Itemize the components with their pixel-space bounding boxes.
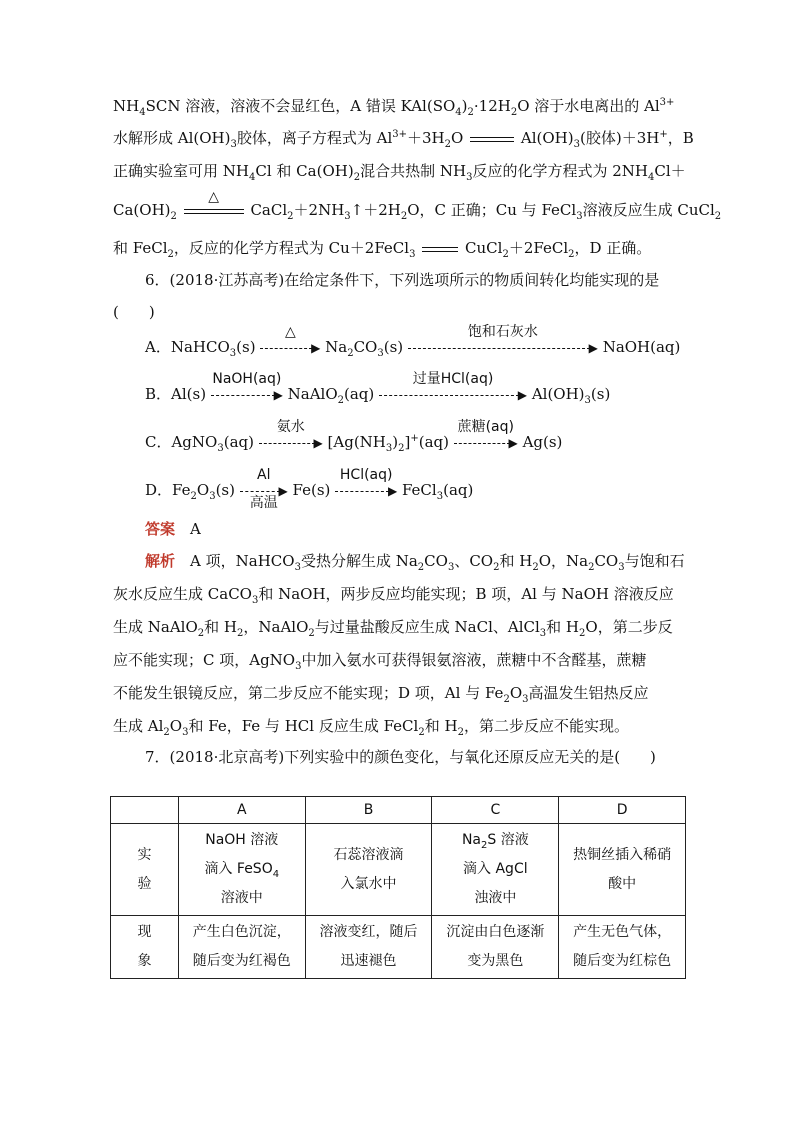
reaction-arrow: 氨水 ▶ [259, 433, 323, 453]
equal-sign [420, 239, 460, 259]
option-a: A．NaHCO$_3$(s) △ ▶ $Na_2CO_3(s)$ 饱和石灰水 ▶ NaOH(aq) [145, 324, 681, 359]
text-line: 正确实验室可用 $NH_4Cl$ 和 $Ca(OH)_2$混合共热制 $NH_3$反应的化学方程式为 $2NH_4Cl+$ [113, 162, 686, 183]
answer-line [145, 519, 201, 539]
text-line: $Ca(OH)_2$ △ $CaCl_2+2NH_3↑+2H_2O$，C 正确；Cu 与 FeCl$_3$溶液反应生成 CuCl$_2$ [113, 189, 722, 222]
row-label: 实 验 [111, 824, 179, 916]
analysis-line: 灰水反应生成 CaCO$_3$和 NaOH，两步反应均能实现；B 项，Al 与 NaOH 溶液反应 [113, 585, 674, 606]
analysis-line: 应不能实现；C 项，AgNO$_3$中加入氨水可获得银氨溶液，蔗糖中不含醛基，蔗糖 [113, 651, 647, 672]
table-row [111, 916, 686, 979]
experiment-table [110, 796, 686, 979]
table-cell: NaOH 溶液 滴入 FeSO$_4$ 溶液中 [178, 824, 305, 916]
reaction-arrow: NaOH(aq) ▶ [212, 371, 283, 402]
table-header: B [305, 797, 432, 824]
equilibrium-arrow [468, 129, 516, 149]
table-header [111, 797, 179, 824]
text-line: $NH_4SCN$ 溶液，溶液不会显红色，A 错误 $KAl(SO_4)_2\cdot 12H_2O$ 溶于水电离出的 $Al^{3+}$ [113, 97, 675, 118]
answer-label: 答案 [145, 520, 176, 538]
answer-paren: ( ) [113, 303, 155, 321]
reaction-arrow: HCl(aq) ▶ [335, 481, 397, 501]
reaction-arrow: 蔗糖(aq) ▶ [454, 433, 518, 453]
reaction-arrow: Al ▶ 高温 [240, 481, 288, 501]
reaction-arrow: 过量HCl(aq) ▶ [379, 385, 527, 405]
option-b: B．Al(s) NaOH(aq) ▶ NaAlO$_2$(aq) 过量HCl(aq) ▶ $Al(OH)_3(s)$ [145, 371, 611, 406]
table-header: A [178, 797, 305, 824]
analysis-line: 解析 A 项，NaHCO$_3$受热分解生成 $Na_2CO_3$、$CO_2$和 $H_2O$，$Na_2CO_3$与饱和石 [145, 552, 685, 573]
option-d: D．$Fe_2O_3(s)$ Al ▶ 高温 Fe(s) HCl(aq) ▶ FeCl$_3$(aq) [145, 467, 474, 511]
option-c: C．AgNO$_3$(aq) 氨水 ▶ $[Ag(NH_3)_2]^+(aq)$ 蔗糖(aq) ▶ Ag(s) [145, 419, 563, 454]
table-cell: $Na_2S$ 溶液 滴入 AgCl 浊液中 [432, 824, 559, 916]
answer-value: A [190, 520, 201, 538]
table-cell: 热铜丝插入稀硝 酸中 [559, 824, 686, 916]
table-cell: 产生白色沉淀， 随后变为红褐色 [178, 916, 305, 979]
heating-condition-sign: △ [182, 201, 246, 221]
table-cell: 沉淀由白色逐渐 变为黑色 [432, 916, 559, 979]
analysis-label: 解析 [145, 552, 176, 570]
analysis-line: 生成 NaAlO$_2$和 $H_2$，NaAlO$_2$与过量盐酸反应生成 NaCl、AlCl$_3$和 $H_2O$，第二步反 [113, 618, 673, 639]
question-6-stem: 6．(2018·江苏高考)在给定条件下，下列选项所示的物质间转化均能实现的是 [145, 271, 660, 289]
table-row [111, 824, 686, 916]
analysis-line: 生成 $Al_2O_3$和 Fe，Fe 与 HCl 反应生成 FeCl$_2$和 $H_2$，第二步反应不能实现。 [113, 717, 629, 738]
text-line: 和 FeCl$_2$，反应的化学方程式为 Cu＋2FeCl$_3$ CuCl$_2$＋2FeCl$_2$，D 正确。 [113, 239, 652, 260]
question-7-stem: 7．(2018·北京高考)下列实验中的颜色变化，与氧化还原反应无关的是( ) [145, 748, 656, 766]
reaction-arrow: 饱和石灰水 ▶ [408, 338, 598, 358]
table-header-row [111, 797, 686, 824]
table-header: C [432, 797, 559, 824]
table-header: D [559, 797, 686, 824]
row-label: 现 象 [111, 916, 179, 979]
reaction-arrow: △ ▶ [260, 338, 320, 358]
table-cell: 石蕊溶液滴 入氯水中 [305, 824, 432, 916]
table-cell: 产生无色气体， 随后变为红棕色 [559, 916, 686, 979]
text-line: 水解形成 $Al(OH)_3$胶体，离子方程式为 $Al^{3+}+3H_2O$ $Al(OH)_3$(胶体)＋3H+，B [113, 129, 694, 150]
analysis-line: 不能发生银镜反应，第二步反应不能实现；D 项，Al 与 $Fe_2O_3$高温发生铝热反应 [113, 684, 649, 705]
table-cell: 溶液变红，随后 迅速褪色 [305, 916, 432, 979]
